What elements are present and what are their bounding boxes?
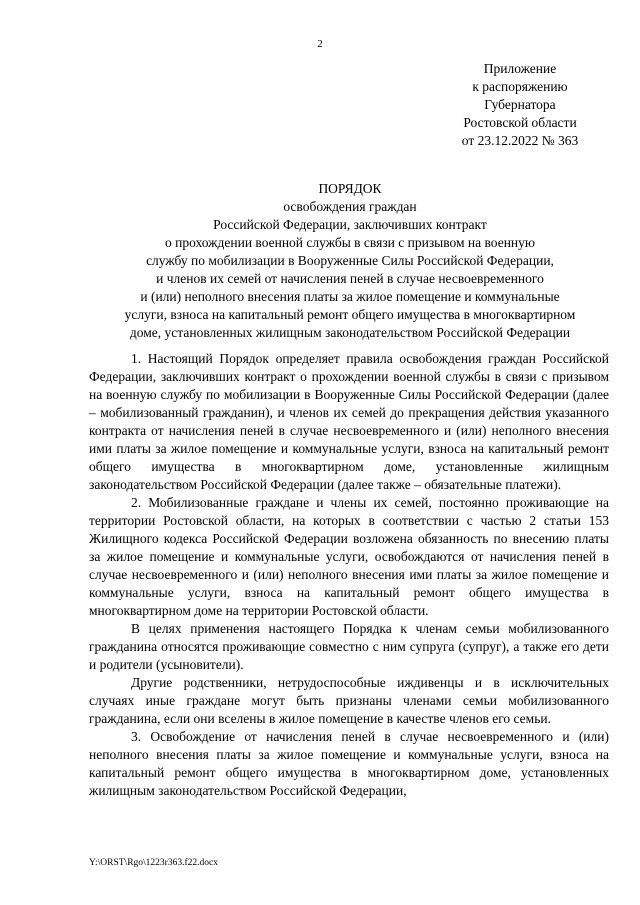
title-heading: ПОРЯДОК xyxy=(318,181,382,196)
title-line: и (или) неполного внесения платы за жилое помещение и коммунальные xyxy=(140,289,560,304)
document-body xyxy=(89,350,609,800)
appendix-date-line: от 23.12.2022 № 363 xyxy=(461,133,579,148)
appendix-line: Губернатора xyxy=(484,97,556,112)
title-line: услуги, взноса на капитальный ремонт общего имущества в многоквартирном xyxy=(124,307,576,322)
document-title xyxy=(80,180,620,342)
paragraph-2: 2. Мобилизованные граждане и члены их семей, постоянно проживающие на территории Ростовской области, на которых в соответствии с частью 2 статьи 153 Жилищного кодекса Российской Федерации возложена обязанность по внесению платы за жилое помещение и коммунальные услуги, освобождаются от начисления пеней в случае несвоевременного и (или) неполного внесения ими платы за жилое помещение и коммунальные услуги, взноса на капитальный ремонт общего имущества в многоквартирном доме на территории Ростовской области. xyxy=(89,495,609,618)
appendix-line: к распоряжению xyxy=(472,79,568,94)
page-number: 2 xyxy=(317,38,323,50)
paragraph-3: 3. Освобождение от начисления пеней в случае несвоевременного и (или) неполного внесения платы за жилое помещение и коммунальные услуги, взноса на капитальный ремонт общего имущества в многоквартирном доме, установленных жилищным законодательством Российской Федерации, xyxy=(89,729,609,798)
file-path-footer: Y:\ORST\Rgo\1223r363.f22.docx xyxy=(89,858,218,868)
title-line: и членов их семей от начисления пеней в случае несвоевременного xyxy=(156,271,544,286)
title-line: освобождения граждан xyxy=(283,199,417,214)
title-line: службу по мобилизации в Вооруженные Силы Российской Федерации, xyxy=(146,253,554,268)
paragraph-2-family: В целях применения настоящего Порядка к членам семьи мобилизованного гражданина относятся проживающие совместно с ним супруга (супруг), а также его дети и родители (усыновители). xyxy=(89,621,609,672)
title-line: Российской Федерации, заключивших контракт xyxy=(213,217,487,232)
appendix-header xyxy=(410,60,630,150)
title-line: о прохождении военной службы в связи с призывом на военную xyxy=(165,235,535,250)
paragraph-1: 1. Настоящий Порядок определяет правила освобождения граждан Российской Федерации, заключивших контракт о прохождении военной службы в связи с призывом на военную службу по мобилизации в Вооруженные Силы Российской Федерации (далее – мобилизованный гражданин), и членов их семей до прекращения действия указанного контракта от начисления пеней в случае несвоевременного и (или) неполного внесения ими платы за жилое помещение и коммунальные услуги, взноса на капитальный ремонт общего имущества в многоквартирном доме, установленные жилищным законодательством Российской Федерации (далее также – обязательные платежи). xyxy=(89,351,609,492)
paragraph-2-relatives: Другие родственники, нетрудоспособные иждивенцы и в исключительных случаях иные граждане могут быть признаны членами семьи мобилизованного гражданина, если они вселены в жилое помещение в качестве членов его семьи. xyxy=(89,675,609,726)
appendix-line: Приложение xyxy=(483,61,557,76)
title-line: доме, установленных жилищным законодательством Российской Федерации xyxy=(129,325,571,340)
appendix-line: Ростовской области xyxy=(463,115,577,130)
